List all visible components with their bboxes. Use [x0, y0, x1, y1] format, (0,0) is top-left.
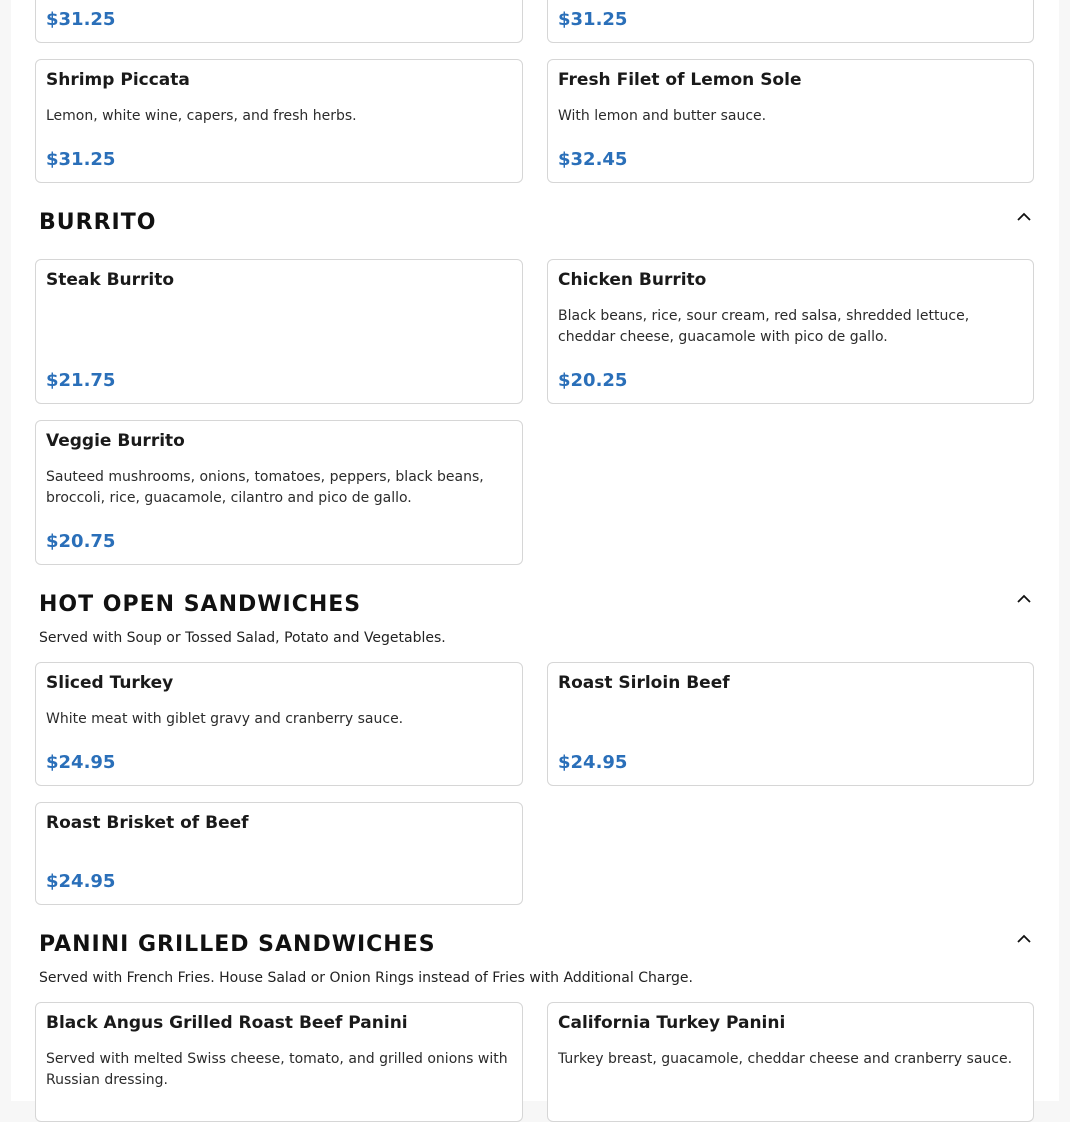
item-description: White meat with giblet gravy and cranberry sauce.: [46, 711, 404, 727]
menu-item-card[interactable]: [35, 259, 523, 404]
chevron-up-icon[interactable]: [1016, 931, 1032, 947]
item-price: $31.25: [46, 149, 116, 170]
menu-item-card[interactable]: [35, 802, 523, 905]
item-price: $24.95: [46, 871, 116, 892]
item-name: Roast Sirloin Beef: [558, 673, 730, 693]
item-price: $32.45: [558, 149, 628, 170]
item-name: Shrimp Piccata: [46, 70, 190, 90]
item-name: Roast Brisket of Beef: [46, 813, 249, 833]
menu-item-card[interactable]: [547, 1002, 1034, 1122]
item-name: Chicken Burrito: [558, 270, 707, 290]
item-name: Steak Burrito: [46, 270, 175, 290]
chevron-up-icon[interactable]: [1016, 591, 1032, 607]
menu-item-card[interactable]: [547, 259, 1034, 404]
section-note: Served with French Fries. House Salad or Onion Rings instead of Fries with Additional Charge.: [39, 970, 693, 986]
menu-item-card[interactable]: [35, 59, 523, 183]
menu-item-card[interactable]: [547, 662, 1034, 786]
item-description: Served with melted Swiss cheese, tomato, and grilled onions with Russian dressing.: [46, 1051, 508, 1088]
item-price: $31.25: [558, 9, 628, 30]
item-price: $21.75: [46, 370, 116, 391]
item-description: Turkey breast, guacamole, cheddar cheese and cranberry sauce.: [558, 1051, 1013, 1067]
menu-item-card[interactable]: [35, 0, 523, 43]
menu-item-card[interactable]: [547, 59, 1034, 183]
chevron-up-icon[interactable]: [1016, 209, 1032, 225]
item-name: Veggie Burrito: [46, 431, 185, 451]
item-name: California Turkey Panini: [558, 1013, 786, 1033]
item-name: Black Angus Grilled Roast Beef Panini: [46, 1013, 408, 1033]
item-name: Fresh Filet of Lemon Sole: [558, 70, 802, 90]
item-description: With lemon and butter sauce.: [558, 108, 767, 124]
item-price: $20.75: [46, 531, 116, 552]
section-title-panini: PANINI GRILLED SANDWICHES: [39, 932, 436, 957]
item-price: $24.95: [558, 752, 628, 773]
menu-item-card[interactable]: [547, 0, 1034, 43]
section-title-hot-open-sandwiches: HOT OPEN SANDWICHES: [39, 592, 362, 617]
section-note: Served with Soup or Tossed Salad, Potato and Vegetables.: [39, 630, 446, 646]
item-description: Sauteed mushrooms, onions, tomatoes, peppers, black beans, broccoli, rice, guacamole, cilantro and pico de gallo.: [46, 469, 484, 506]
item-name: Sliced Turkey: [46, 673, 174, 693]
item-price: $24.95: [46, 752, 116, 773]
item-description: Black beans, rice, sour cream, red salsa, shredded lettuce, cheddar cheese, guacamole with pico de gallo.: [558, 308, 970, 345]
section-title-burrito: BURRITO: [39, 210, 157, 235]
menu-item-card[interactable]: [35, 420, 523, 565]
menu-item-card[interactable]: [35, 1002, 523, 1122]
item-price: $20.25: [558, 370, 628, 391]
item-price: $31.25: [46, 9, 116, 30]
menu-item-card[interactable]: [35, 662, 523, 786]
menu-page: [11, 0, 1059, 1101]
item-description: Lemon, white wine, capers, and fresh herbs.: [46, 108, 357, 124]
